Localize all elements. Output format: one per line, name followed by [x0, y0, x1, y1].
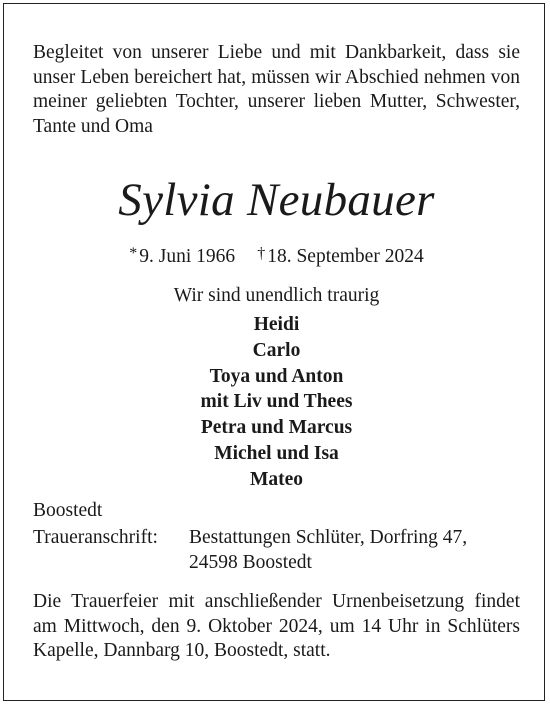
- address-value: [189, 526, 520, 575]
- life-dates: [33, 242, 520, 270]
- mourner-name: Michel und Isa: [214, 442, 339, 464]
- intro-text: Begleitet von unserer Liebe und mit Dankbarkeit, dass sie unser Leben bereichert hat, müssen wir Abschied nehmen von meiner geliebten Tochter, unserer lieben Mutter, Schwester, Tante und Oma: [33, 42, 520, 137]
- mourner-name: Mateo: [249, 468, 304, 490]
- birth-date: 9. Juni 1966: [139, 246, 236, 267]
- mourner-name: Petra und Marcus: [200, 417, 353, 439]
- mourning-address: [33, 526, 520, 575]
- address-label: Traueranschrift:: [33, 527, 158, 549]
- mourner-name: Toya und Anton: [209, 365, 344, 387]
- address-line-1: Bestattungen Schlüter, Dorfring 47,: [189, 527, 468, 549]
- mourning-line: Wir sind unendlich traurig: [173, 284, 380, 306]
- birth-symbol: *: [129, 245, 138, 262]
- mourner-name: Carlo: [252, 339, 301, 361]
- death-date: 18. September 2024: [267, 246, 424, 267]
- place-name: Boostedt: [33, 499, 103, 521]
- mourner-name: mit Liv und Thees: [200, 391, 353, 413]
- obituary-notice: [33, 41, 520, 683]
- funeral-info: Die Trauerfeier mit anschließender Urnenbeisetzung findet am Mittwoch, den 9. Oktober 2024, um 14 Uhr in Schlüters Kapelle, Dannbarg 10, Boostedt, statt.: [33, 591, 520, 662]
- mourners-list: [33, 312, 520, 493]
- mourner-name: Heidi: [253, 314, 300, 335]
- death-symbol: †: [257, 245, 266, 262]
- address-line-2: 24598 Boostedt: [189, 551, 312, 573]
- deceased-name: Sylvia Neubauer: [118, 174, 435, 226]
